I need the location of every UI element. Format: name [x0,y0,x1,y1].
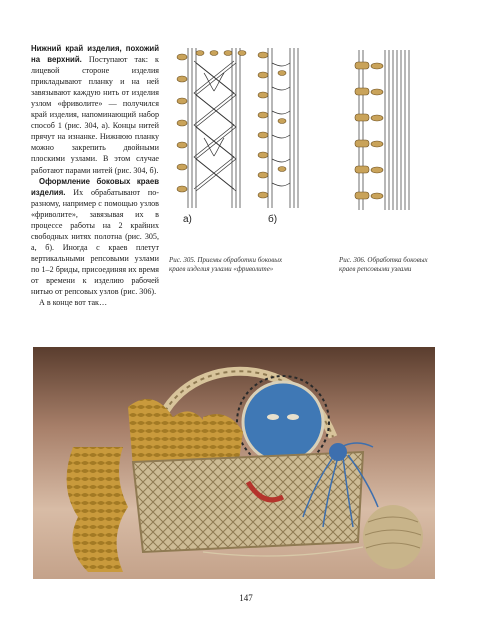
paragraph-side-edges [31,176,159,298]
page-number: 147 [239,593,253,603]
paragraph-closing: А в конце вот так… [39,298,108,308]
figure-305b-diagram [258,48,298,208]
figure-label-a: а) [183,214,192,225]
figure-306-illustration [345,50,435,215]
body-text-column [31,43,159,308]
text-side-edges: Их обрабатывают по-разному, например с помощью узлов «фриволите», завязывая их в процессе работы на 2 крайних свободных нитях полотна (рис. 305, а, б). Иногда с краев плетут вертикальными репсовыми узлами по 1–2 бриды, присоединяя их время от времени к изделию рабочей нитью от репсовых узлов (рис. 306). [31,187,159,297]
heading-lower-edge: Нижний край изделия, похожий на верхний. [31,44,159,65]
text-lower-edge: Поступают так: к лицевой стороне изделия прикладывают планку и на ней завязывают каждую нить от изделия узлом «фриволите» — получился край изделия, напоминающий набор способ 1 (рис. 304, а). Концы нитей прячут на изнанке. Нижнюю планку можно закрепить двойными плоскими узлами. В этом случае работают парами нитей (рис. 304, б). [31,55,159,175]
macrame-basket-photo [33,347,435,579]
paragraph-lower-edge [31,43,159,176]
heading-side-edges: Оформление боковых краев изделия. [31,176,159,197]
figure-305a-diagram [177,48,246,208]
caption-figure-305: Рис. 305. Приемы обработки боковых краев изделия узлами «фриволите» [169,256,283,274]
caption-figure-306: Рис. 306. Обработка боковых краев репсовыми узлами [339,256,428,274]
figure-305-illustration [170,43,310,218]
figure-label-b: б) [268,214,278,225]
